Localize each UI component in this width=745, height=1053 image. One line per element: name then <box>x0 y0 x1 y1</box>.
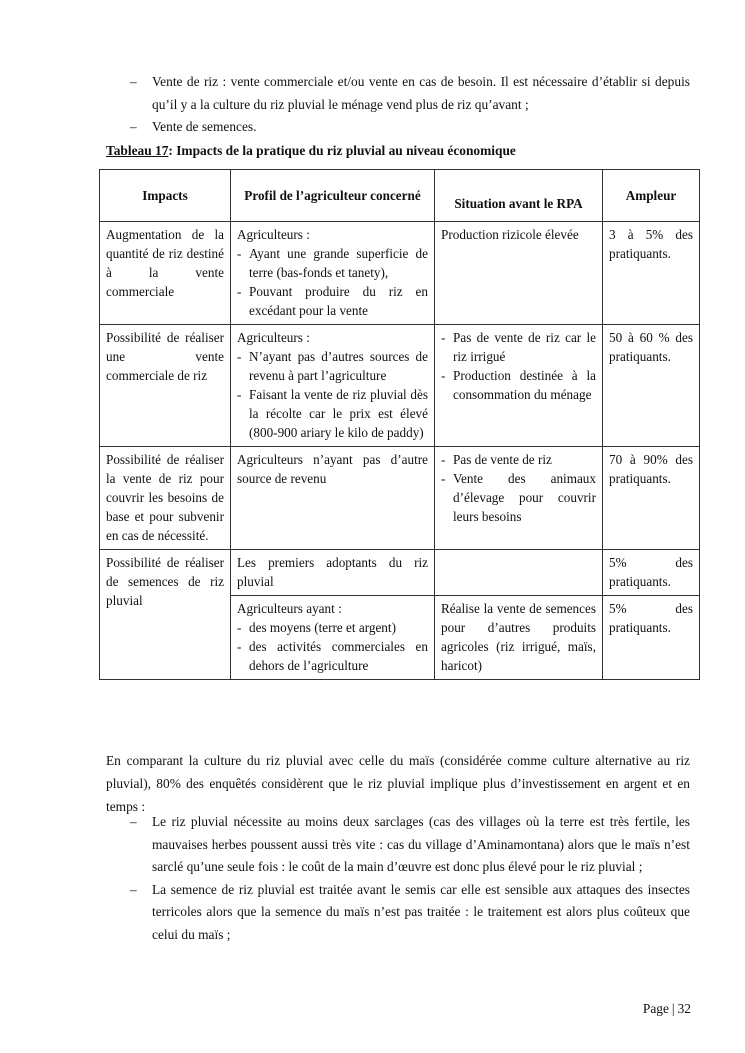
profile-item: - Ayant une grande superficie de terre (bas-fonds et tanety), <box>237 244 428 282</box>
list-item: – Vente de semences. <box>104 116 690 139</box>
list-item: – La semence de riz pluvial est traitée avant le semis car elle est sensible aux attaques des insectes terricoles alors que la semence du maïs n’est pas traitée : le traitement est alors plus coûteux que celui du maïs ; <box>104 879 690 947</box>
ampleur-cell: 50 à 60 % des pratiquants. <box>603 325 700 447</box>
table-row <box>100 222 700 325</box>
ampleur-cell: 70 à 90% des pratiquants. <box>603 447 700 550</box>
list-item: – Vente de riz : vente commerciale et/ou vente en cas de besoin. Il est nécessaire d’établir si depuis qu’il y a la culture du riz pluvial le ménage vend plus de riz qu’avant ; <box>104 71 690 116</box>
situation-cell <box>435 550 603 596</box>
profile-intro: Agriculteurs : <box>237 227 310 242</box>
impact-cell: Augmentation de la quantité de riz destiné à la vente commerciale <box>100 222 231 325</box>
header-profile: Profil de l’agriculteur concerné <box>231 170 435 222</box>
profile-cell: Agriculteurs n’ayant pas d’autre source de revenu <box>231 447 435 550</box>
situation-cell: Réalise la vente de semences pour d’autres produits agricoles (riz irrigué, maïs, haricot) <box>435 596 603 680</box>
profile-cell <box>231 325 435 447</box>
situation-cell <box>435 447 603 550</box>
impact-cell: Possibilité de réaliser la vente de riz pour couvrir les besoins de base et pour subvenir en cas de nécessité. <box>100 447 231 550</box>
table-caption-label: Tableau 17 <box>106 143 169 158</box>
situation-item: - Pas de vente de riz <box>441 450 596 469</box>
situation-item: - Production destinée à la consommation du ménage <box>441 366 596 404</box>
profile-cell <box>231 222 435 325</box>
header-situation: Situation avant le RPA <box>435 170 603 222</box>
profile-intro: Agriculteurs : <box>237 330 310 345</box>
profile-item: - Pouvant produire du riz en excédant pour la vente <box>237 282 428 320</box>
header-ampleur: Ampleur <box>603 170 700 222</box>
profile-cell <box>231 596 435 680</box>
table-caption-text: : Impacts de la pratique du riz pluvial au niveau économique <box>168 143 516 158</box>
situation-cell: Production rizicole élevée <box>435 222 603 325</box>
profile-item: - Faisant la vente de riz pluvial dès la récolte car le prix est élevé (800-900 ariary le kilo de paddy) <box>237 385 428 442</box>
profile-item: - N’ayant pas d’autres sources de revenu à part l’agriculture <box>237 347 428 385</box>
table-caption <box>106 143 516 159</box>
top-bullet-list <box>104 71 690 139</box>
situation-cell <box>435 325 603 447</box>
table-row <box>100 325 700 447</box>
list-item: – Le riz pluvial nécessite au moins deux sarclages (cas des villages où la terre est très fertile, les mauvaises herbes poussent aussi très vite : cas du village d’Aminamontana) alors que le maïs n’est sarclé qu’une seule fois : le coût de la main d’œuvre est donc plus élevé pour le riz pluvial ; <box>104 811 690 879</box>
page-number: 32 <box>677 1001 691 1016</box>
table-header-row <box>100 170 700 222</box>
profile-item: - des activités commerciales en dehors de l’agriculture <box>237 637 428 675</box>
profile-intro: Agriculteurs ayant : <box>237 601 342 616</box>
impact-cell: Possibilité de réaliser une vente commerciale de riz <box>100 325 231 447</box>
impact-cell: Possibilité de réaliser de semences de riz pluvial <box>100 550 231 680</box>
bottom-bullet-list <box>104 811 690 947</box>
page-label: Page <box>642 1001 669 1016</box>
ampleur-cell: 5% des pratiquants. <box>603 550 700 596</box>
ampleur-cell: 3 à 5% des pratiquants. <box>603 222 700 325</box>
situation-item: - Pas de vente de riz car le riz irrigué <box>441 328 596 366</box>
profile-cell: Les premiers adoptants du riz pluvial <box>231 550 435 596</box>
impacts-table <box>99 169 700 680</box>
situation-item: - Vente des animaux d’élevage pour couvrir leurs besoins <box>441 469 596 526</box>
page-separator: | <box>671 1001 675 1016</box>
ampleur-cell: 5% des pratiquants. <box>603 596 700 680</box>
body-paragraph: En comparant la culture du riz pluvial avec celle du maïs (considérée comme culture alternative au riz pluvial), 80% des enquêtés considèrent que le riz pluvial implique plus d’investissement en argent et en temps : <box>106 753 690 815</box>
page-footer <box>643 1001 691 1017</box>
header-impacts: Impacts <box>100 170 231 222</box>
table-row <box>100 447 700 550</box>
profile-item: - des moyens (terre et argent) <box>237 618 428 637</box>
table-row <box>100 550 700 596</box>
